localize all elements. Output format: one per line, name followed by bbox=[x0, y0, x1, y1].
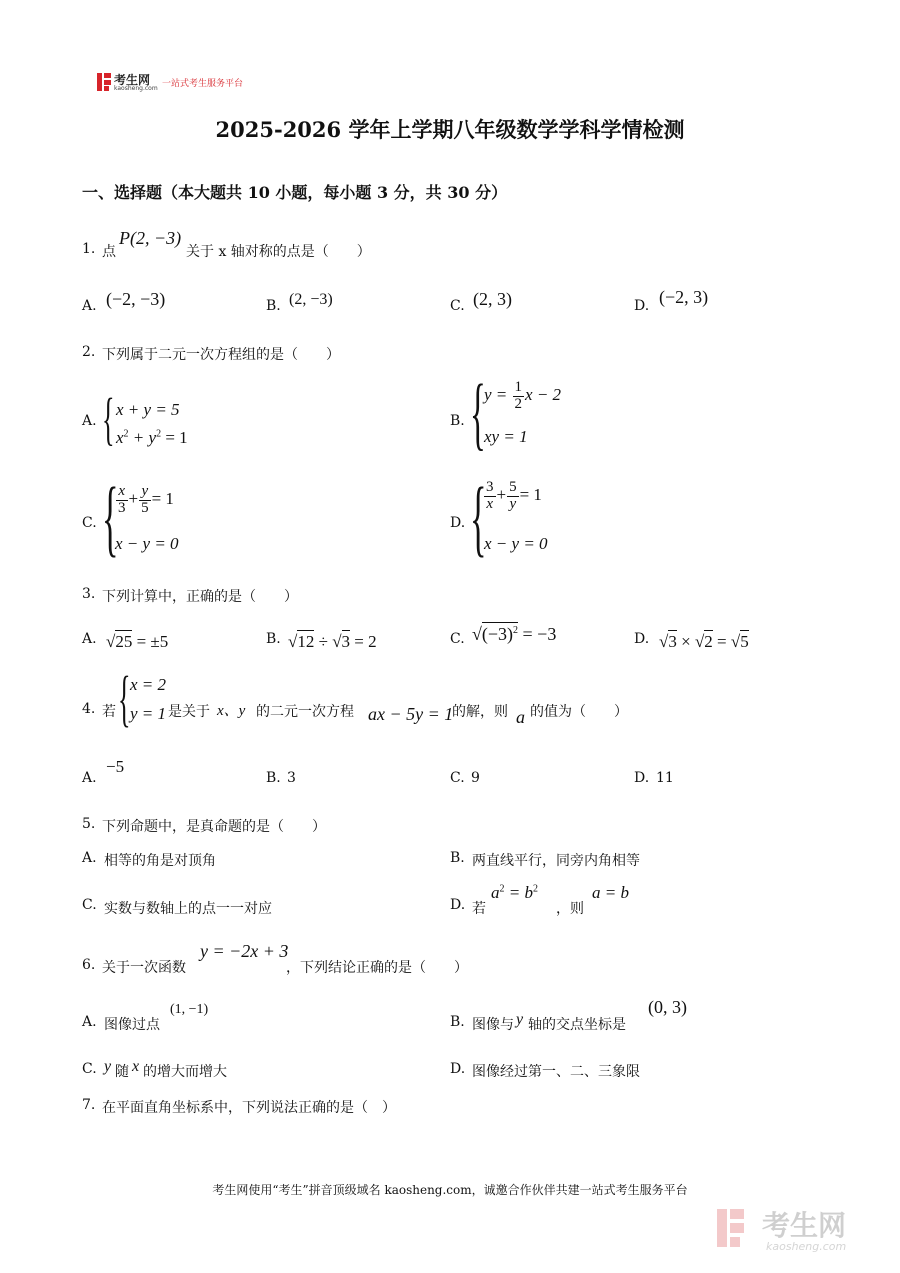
brace-icon: { bbox=[102, 469, 119, 565]
question-text: 下列计算中，正确的是（ ） bbox=[102, 589, 298, 605]
question-text: 在平面直角坐标系中，下列说法正确的是（ ） bbox=[102, 1100, 396, 1116]
option-label: A. bbox=[82, 413, 97, 429]
question-text: 的解，则 bbox=[452, 704, 508, 720]
logo-text: 考生网 bbox=[114, 73, 151, 87]
question-text: 的值为（ ） bbox=[530, 704, 628, 720]
option-label: D. bbox=[634, 631, 650, 647]
option-label: B. bbox=[266, 298, 281, 314]
option-label: C. bbox=[450, 298, 465, 314]
equation-line: x = 2 bbox=[130, 675, 167, 694]
question-text: 下列属于二元一次方程组的是（ ） bbox=[102, 347, 340, 363]
question-text: 若 bbox=[102, 704, 116, 720]
option-value: 随 bbox=[115, 1064, 129, 1080]
question-text: 点 bbox=[102, 244, 116, 260]
option-label: C. bbox=[82, 1061, 97, 1077]
option-label: C. bbox=[82, 515, 97, 531]
watermark-logo-icon bbox=[716, 1207, 758, 1249]
option-value: 的增大而增大 bbox=[143, 1064, 227, 1080]
math-var: x bbox=[132, 1058, 140, 1075]
option-value: 轴的交点坐标是 bbox=[528, 1017, 626, 1033]
math-expression: $a^2 = b^2$ bbox=[491, 883, 538, 902]
watermark-text: 考生网 bbox=[762, 1209, 847, 1242]
math-var: y bbox=[516, 1011, 524, 1028]
option-label: D. bbox=[450, 1061, 466, 1077]
question-text: 关于 x 轴对称的点是（ ） bbox=[186, 244, 371, 260]
option-value: 3 bbox=[287, 770, 296, 786]
equation-line: x − y = 0 bbox=[115, 534, 179, 553]
math-function: y = −2x + 3 bbox=[200, 941, 289, 961]
equation-line: y = $\frac{1}{2}$ x − 2 bbox=[484, 379, 562, 412]
option-value: (−2, −3) bbox=[106, 289, 166, 309]
option-value: 图像过点 bbox=[104, 1017, 160, 1033]
option-value: ，则 bbox=[556, 901, 584, 917]
option-label: C. bbox=[450, 770, 465, 786]
question-text: ，下列结论正确的是（ ） bbox=[286, 960, 468, 976]
equation-line: y = 1 bbox=[130, 704, 167, 723]
equation-line: x − y = 0 bbox=[484, 534, 548, 553]
option-label: C. bbox=[82, 897, 97, 913]
question-number: 4. bbox=[82, 701, 96, 717]
option-label: B. bbox=[450, 850, 465, 866]
question-number: 2. bbox=[82, 344, 96, 360]
option-label: D. bbox=[634, 298, 650, 314]
option-label: B. bbox=[450, 1014, 465, 1030]
option-label: A. bbox=[82, 631, 97, 647]
watermark-subtext: kaosheng.com bbox=[766, 1240, 847, 1253]
equation-line: xy = 1 bbox=[484, 427, 528, 446]
logo-subtext: kaosheng.com bbox=[114, 85, 158, 92]
brace-icon: { bbox=[118, 665, 131, 733]
equation-line: $x^2 + y^2 = 1$ bbox=[116, 428, 188, 447]
logo-slogan: 一站式考生服务平台 bbox=[162, 79, 244, 89]
option-value: 图像经过第一、二、三象限 bbox=[472, 1064, 640, 1080]
brace-icon: { bbox=[470, 469, 487, 565]
option-label: A. bbox=[82, 298, 97, 314]
page-title: 2025-2026 学年上学期八年级数学学科学情检测 bbox=[215, 117, 685, 142]
math-expression: a = b bbox=[592, 883, 629, 902]
math-point: (0, 3) bbox=[648, 997, 687, 1017]
option-label: B. bbox=[450, 413, 465, 429]
option-value: √3 × √2 = √5 bbox=[659, 632, 749, 651]
math-vars: x、y bbox=[217, 703, 246, 719]
question-number: 6. bbox=[82, 957, 96, 973]
option-value: √12 ÷ √3 = 2 bbox=[288, 632, 377, 651]
option-label: D. bbox=[634, 770, 650, 786]
option-value: $√(-3)^2 = -3$ bbox=[472, 624, 557, 644]
question-text: 关于一次函数 bbox=[102, 960, 186, 976]
brace-icon: { bbox=[102, 386, 115, 451]
question-text: 是关于 bbox=[168, 704, 210, 720]
option-value: (−2, 3) bbox=[659, 287, 709, 307]
question-number: 1. bbox=[82, 241, 96, 257]
option-label: C. bbox=[450, 631, 465, 647]
math-var: y bbox=[104, 1058, 112, 1075]
option-value: (2, −3) bbox=[289, 291, 333, 308]
option-label: A. bbox=[82, 850, 97, 866]
equation-line: $\frac{3}{x}$ + $\frac{5}{y}$ = 1 bbox=[486, 479, 542, 512]
option-value: 9 bbox=[471, 770, 480, 786]
option-label: D. bbox=[450, 515, 466, 531]
math-point: (1, −1) bbox=[170, 1002, 209, 1017]
question-text: 的二元一次方程 bbox=[256, 704, 354, 720]
math-equation: ax − 5y = 1 bbox=[368, 704, 454, 724]
math-point: P(2, −3) bbox=[119, 228, 182, 248]
math-var: a bbox=[516, 707, 525, 727]
option-value: 图像与 bbox=[472, 1017, 514, 1033]
section-heading: 一、选择题（本大题共 10 小题，每小题 3 分，共 30 分） bbox=[82, 183, 508, 202]
question-text: 下列命题中，是真命题的是（ ） bbox=[102, 819, 326, 835]
option-label: D. bbox=[450, 897, 466, 913]
option-value: 两直线平行，同旁内角相等 bbox=[472, 853, 640, 869]
question-number: 7. bbox=[82, 1097, 96, 1113]
option-value: 11 bbox=[656, 770, 674, 786]
option-label: B. bbox=[266, 631, 281, 647]
option-value: 实数与数轴上的点一一对应 bbox=[104, 901, 272, 917]
option-label: B. bbox=[266, 770, 281, 786]
option-value: −5 bbox=[106, 757, 125, 776]
option-value: (2, 3) bbox=[473, 289, 512, 309]
brace-icon: { bbox=[470, 367, 486, 458]
equation-line: $\frac{x}{3}$ + $\frac{y}{5}$ = 1 bbox=[118, 483, 174, 516]
footer-text: 考生网使用“考生”拼音顶级域名 kaosheng.com，诚邀合作伙伴共建一站式考生服务平台 bbox=[212, 1183, 688, 1197]
equation-line: x + y = 5 bbox=[116, 400, 180, 419]
option-label: A. bbox=[82, 770, 97, 786]
option-label: A. bbox=[82, 1014, 97, 1030]
question-number: 3. bbox=[82, 586, 96, 602]
question-number: 5. bbox=[82, 816, 96, 832]
option-value: 相等的角是对顶角 bbox=[104, 853, 216, 869]
option-value: 若 bbox=[472, 901, 486, 917]
option-value: √25 = ±5 bbox=[106, 632, 169, 651]
